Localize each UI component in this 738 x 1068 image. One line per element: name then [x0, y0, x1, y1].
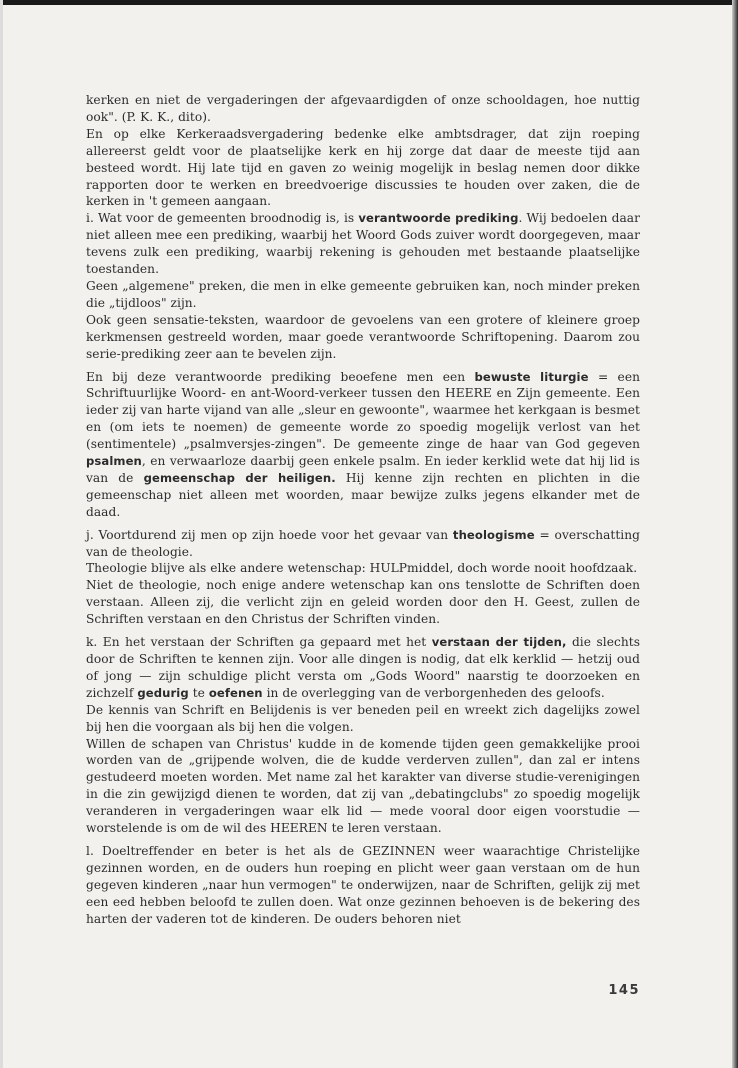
paragraph-p5	[86, 312, 640, 363]
paragraph-p12	[86, 736, 640, 837]
text-run: De kennis van Schrift en Belijdenis is ver beneden peil en wreekt zich dagelijks zowel bij hen die voorgaan als bij hen die volgen.	[86, 702, 640, 734]
text-run: = overschatting van de theologie.	[86, 527, 641, 559]
text-run: die slechts door de Schriften te kennen zijn. Voor alle dingen is nodig, dat elk kerklid — hetzij oud of jong — zijn schuldige plicht versta om „Gods Woord" naarstig te doorzoeken en zichzelf	[86, 635, 640, 700]
paragraph-p9	[86, 577, 640, 628]
text-run: in de overlegging van de verborgenheden des geloofs.	[262, 685, 605, 700]
bold-term: theologisme	[452, 527, 535, 542]
text-run: l. Doeltreffender en beter is het als de GEZINNEN weer waarachtige Christelijke gezinnen worden, en de ouders hun roeping en plicht weer gaan verstaan om de hun gegeven kinderen „naar hun vermogen" te onderwijzen, naar de Schriften, gelijk zij met een eed hebben beloofd te zullen doen. Wat onze gezinnen behoeven is de bekering des harten der vaderen tot de kinderen. De ouders behoren niet	[86, 843, 640, 926]
scan-edge-right	[732, 0, 738, 1068]
text-run: k. En het verstaan der Schriften ga gepaard met het	[86, 635, 432, 650]
scan-edge-top	[0, 0, 738, 5]
page-number: 145	[608, 983, 640, 998]
text-run: te	[188, 685, 209, 700]
paragraph-p2	[86, 126, 640, 211]
text-run: Willen de schapen van Christus' kudde in de komende tijden geen gemakkelijke prooi worden van de „grijpende wolven, die de kudde verderven zullen", dan zal er intens gestudeerd moeten worden. Met name zal het karakter van diverse studie-verenigingen in die zin gewijzigd dienen te worden, dat zij van „debatingclubs" zo spoedig mogelijk veranderen in vergaderingen waar elk lid — mede vooral door eigen voorstudie — worstelende is om de wil des HEEREN te leren verstaan.	[86, 736, 640, 836]
page-body	[86, 92, 640, 928]
paragraph-p1	[86, 92, 640, 126]
paragraph-p13	[86, 843, 640, 928]
text-run: . Wij bedoelen daar niet alleen mee een prediking, waarbij het Woord Gods zuiver wordt doorgegeven, maar tevens zulk een prediking, waarbij rekening is gehouden met bestaande plaatselijke toestanden.	[86, 211, 640, 277]
text-run: Ook geen sensatie-teksten, waardoor de gevoelens van een grotere of kleinere groep kerkmensen gestreeld worden, maar goede verantwoorde Schriftopening. Daarom zou serie-prediking zeer aan te bevelen zijn.	[86, 312, 640, 361]
text-run: = een Schriftuurlijke Woord- en ant-Woord-verkeer tussen den HEERE en Zijn gemeente. Een ieder zij van harte vijand van alle „sleur en gewoonte", waarmee het kerkgaan is besmet en (om iets te noemen) de gemeente worde zo spoedig mogelijk verlost van het (sentimentele) „psalmversjes-zingen". De gemeente zinge de haar van God gegeven	[86, 369, 640, 452]
paragraph-p8	[86, 560, 640, 577]
bold-term: oefenen	[208, 685, 263, 700]
bold-term: bewuste liturgie	[474, 369, 589, 384]
bold-term: gedurig	[137, 685, 189, 700]
bold-term: psalmen	[86, 454, 142, 469]
bold-term: verstaan der tijden,	[431, 635, 567, 650]
text-run: Niet de theologie, noch enige andere wetenschap kan ons tenslotte de Schriften doen verstaan. Alleen zij, die verlicht zijn en geleid worden door den H. Geest, zullen de Schriften verstaan en den Christus der Schriften vinden.	[86, 578, 640, 627]
paragraph-p3	[86, 210, 640, 278]
text-run: En bij deze verantwoorde prediking beoefene men een	[86, 369, 475, 384]
text-run: Theologie blijve als elke andere wetenschap: HULPmiddel, doch worde nooit hoofdzaak.	[86, 561, 638, 576]
paragraph-p4	[86, 278, 640, 312]
text-run: En op elke Kerkeraadsvergadering bedenke elke ambtsdrager, dat zijn roeping allereerst geldt voor de plaatselijke kerk en hij zorge dat daar de meeste tijd aan besteed wordt. Hij late tijd en gaven zo weinig mogelijk in beslag nemen door dikke rapporten door te werken en breedvoerige discussies te houden over zaken, die de kerken in 't gemeen aangaan.	[86, 126, 640, 209]
paragraph-p11	[86, 702, 640, 736]
text-run: , en verwaarloze daarbij geen enkele psalm. En ieder kerklid wete dat hij lid is van de	[86, 454, 640, 485]
scan-edge-left	[0, 0, 3, 1068]
text-run: i. Wat voor de gemeenten broodnodig is, is	[86, 211, 359, 226]
paragraph-p10	[86, 634, 640, 702]
paragraph-p7	[86, 527, 640, 561]
paragraph-p6	[86, 369, 640, 521]
text-run: j. Voortdurend zij men op zijn hoede voor het gevaar van	[86, 527, 453, 542]
bold-term: gemeenschap der heiligen.	[143, 470, 336, 485]
text-run: kerken en niet de vergaderingen der afgevaardigden of onze schooldagen, hoe nuttig ook". (P. K. K., dito).	[86, 93, 640, 124]
text-run: Hij kenne zijn rechten en plichten in die gemeenschap niet alleen met woorden, maar bewijze zulks jegens elkander met de daad.	[86, 470, 640, 519]
bold-term: verantwoorde prediking	[358, 211, 519, 226]
text-run: Geen „algemene" preken, die men in elke gemeente gebruiken kan, noch minder preken die „tijdloos" zijn.	[86, 278, 640, 310]
